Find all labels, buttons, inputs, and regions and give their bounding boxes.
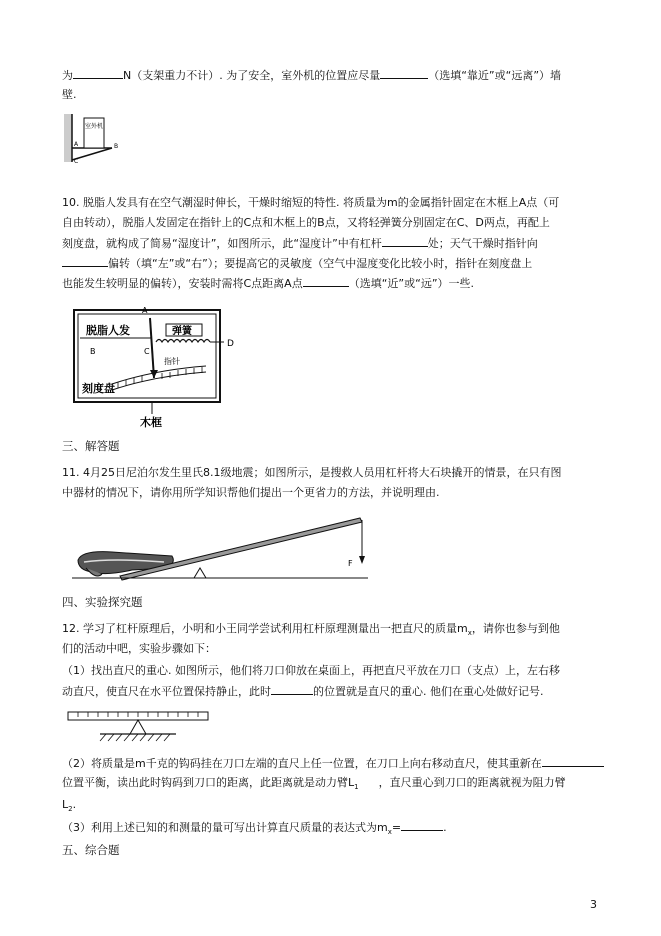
q10-line4: 偏转（填“左”或“右”）；要提高它的灵敏度（空气中湿度变化比较小时，指针在刻度盘上 xyxy=(62,256,532,271)
dial-label: 刻度盘 xyxy=(82,382,115,395)
frame-label: 木框 xyxy=(140,416,162,429)
q10-line2: 自由转动），脱脂人发固定在指针上的C点和木框上的B点，又将轻弹簧分别固定在C、D两点，再配上 xyxy=(62,216,550,229)
q12-p1-line2: 动直尺，使直尺在水平位置保持静止，此时 的位置就是直尺的重心. 他们在重心处做好记号. xyxy=(62,685,544,698)
q9-bracket-figure xyxy=(62,112,132,164)
q10-line3: 刻度盘，就构成了简易“湿度计”，如图所示，此“湿度计”中有杠杆 处；天气干燥时指针向 xyxy=(62,237,538,250)
q9-line2: 壁. xyxy=(62,88,77,101)
q11-line1: 11. 4月25日尼泊尔发生里氏8.1级地震；如图所示，是搜救人员用杠杆将大石块撬开的情景，在只有图 xyxy=(62,466,562,479)
answer-blank[interactable] xyxy=(303,276,349,287)
q12-p2-line3: $L_2$. xyxy=(62,798,77,814)
q9-line1: 为 N（支架重力不计）. 为了安全，室外机的位置应尽量 （选填“靠近”或“远离”）墙 xyxy=(62,69,562,82)
unit-label: 室外机 xyxy=(84,123,104,130)
label-a: A xyxy=(142,306,148,315)
q12-line1: 12. 学习了杠杆原理后，小明和小王同学尝试利用杠杆原理测量出一把直尺的质量$m_x$，请你也参与到他 xyxy=(62,622,560,638)
label-c: C xyxy=(144,347,150,356)
answer-blank[interactable] xyxy=(380,68,428,79)
q12-ruler-figure xyxy=(66,708,211,744)
answer-blank[interactable] xyxy=(542,756,604,767)
answer-blank[interactable] xyxy=(382,236,428,247)
q10-line1: 10. 脱脂人发具有在空气潮湿时伸长，干燥时缩短的特性. 将质量为m的金属指针固定在木框上A点（可 xyxy=(62,196,560,209)
q12-p1-line1: （1）找出直尺的重心. 如图所示，他们将刀口仰放在桌面上，再把直尺平放在刀口（支点）上，左右移 xyxy=(62,664,560,677)
q11-line2: 中器材的情况下，请你用所学知识帮他们提出一个更省力的方法，并说明理由. xyxy=(62,486,440,499)
spring-label: 弹簧 xyxy=(172,326,192,337)
force-label: F xyxy=(348,559,353,568)
label-a: A xyxy=(74,141,79,148)
label-c: C xyxy=(74,158,79,164)
q12-line2: 们的活动中吧，实验步骤如下： xyxy=(62,642,216,655)
label-b: B xyxy=(114,143,119,150)
q10-hygrometer-figure xyxy=(72,306,242,432)
answer-blank[interactable] xyxy=(73,68,123,79)
section-3-heading: 三、解答题 xyxy=(62,439,120,453)
answer-blank[interactable] xyxy=(62,256,108,267)
label-d: D xyxy=(227,339,234,349)
hair-label: 脱脂人发 xyxy=(86,324,130,337)
answer-blank[interactable] xyxy=(271,684,313,695)
page-number: 3 xyxy=(590,898,597,911)
q10-line5: 也能发生较明显的偏转），安装时需将C点距离A点 （选填“近”或“远”）一些. xyxy=(62,277,475,290)
q12-p2-line1: （2）将质量是m千克的钩码挂在刀口左端的直尺上任一位置，在刀口上向右移动直尺，使其重新在 xyxy=(62,756,604,771)
q12-p2-line2: 位置平衡，读出此时钩码到刀口的距离，此距离就是动力臂$L_1$ ，直尺重心到刀口的距离就视为阻力臂 xyxy=(62,776,566,792)
q12-p3: （3）利用上述已知的和测量的量可写出计算直尺质量的表达式为$m_x=$ . xyxy=(62,821,447,837)
label-b: B xyxy=(90,347,96,356)
q11-lever-figure xyxy=(72,508,372,586)
answer-blank[interactable] xyxy=(401,820,443,831)
section-4-heading: 四、实验探究题 xyxy=(62,595,143,609)
pointer-label: 指针 xyxy=(164,357,180,366)
section-5-heading: 五、综合题 xyxy=(62,843,120,857)
